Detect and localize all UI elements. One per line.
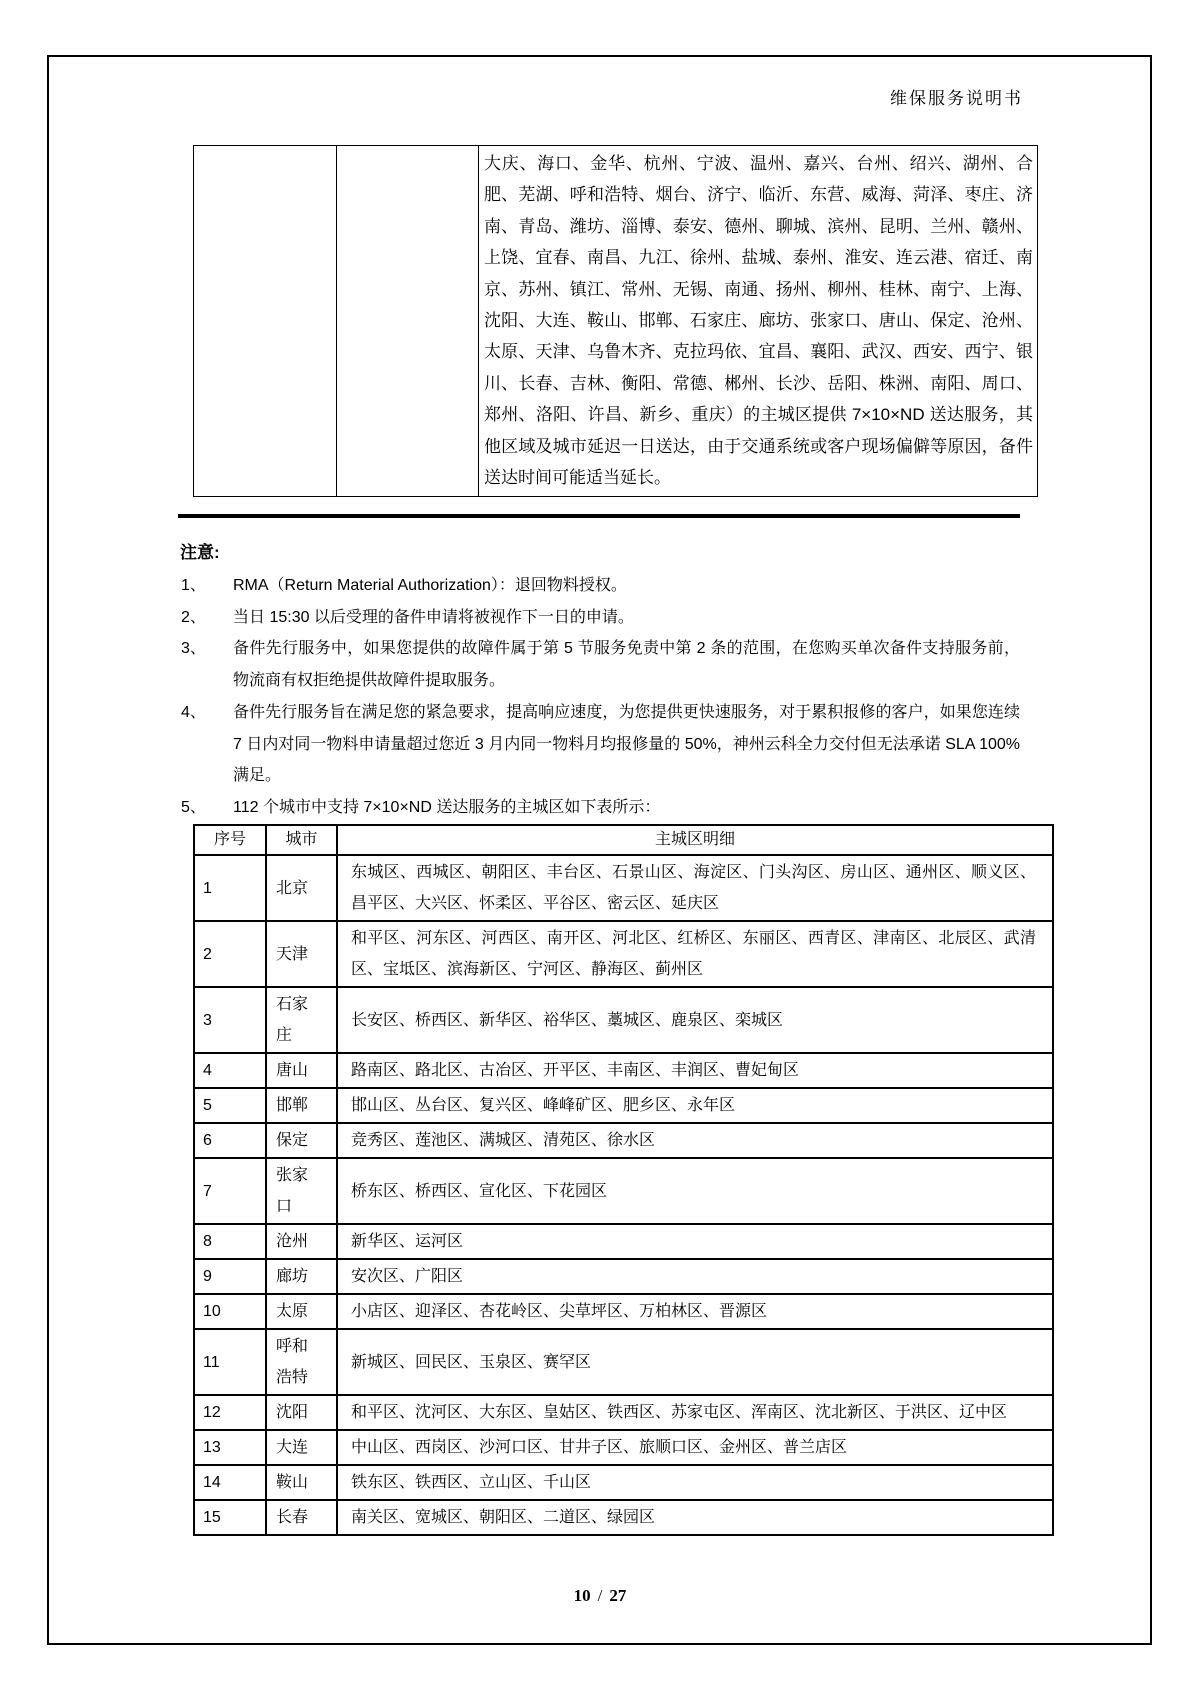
note-item-marker: 3、 [181, 640, 206, 658]
doc-header [890, 84, 1023, 109]
note-item-marker: 1、 [181, 577, 206, 594]
header-cell-city: 城市 [266, 825, 337, 855]
table-row [194, 1259, 1053, 1294]
table-row [194, 1088, 1053, 1123]
header-cell-no: 序号 [194, 825, 266, 855]
row-number-cell: 8 [194, 1224, 266, 1259]
districts-cell: 路南区、路北区、古冶区、开平区、丰南区、丰润区、曹妃甸区 [337, 1053, 1053, 1088]
table-row [194, 1294, 1053, 1329]
table-row [194, 1395, 1053, 1430]
districts-cell: 东城区、西城区、朝阳区、丰台区、石景山区、海淀区、门头沟区、房山区、通州区、顺义区、昌平区、大兴区、怀柔区、平谷区、密云区、延庆区 [337, 855, 1053, 921]
city-name-cell: 沈阳 [266, 1395, 337, 1430]
districts-cell: 长安区、桥西区、新华区、裕华区、藁城区、鹿泉区、栾城区 [337, 987, 1053, 1053]
doc-title: 维保服务说明书 [890, 89, 1023, 108]
row-number-cell: 4 [194, 1053, 266, 1088]
row-number-cell: 2 [194, 921, 266, 987]
city-name-cell: 石家庄 [266, 987, 337, 1053]
note-item [181, 570, 1020, 602]
districts-cell: 邯山区、丛台区、复兴区、峰峰矿区、肥乡区、永年区 [337, 1088, 1053, 1123]
table-row [194, 1224, 1053, 1259]
districts-cell: 小店区、迎泽区、杏花岭区、尖草坪区、万柏林区、晋源区 [337, 1294, 1053, 1329]
notes-list [181, 570, 1020, 824]
note-item-marker: 4、 [181, 703, 206, 721]
city-table-body [194, 825, 1053, 1535]
row-number-cell: 10 [194, 1294, 266, 1329]
districts-cell: 新华区、运河区 [337, 1224, 1053, 1259]
city-name-cell: 邯郸 [266, 1088, 337, 1123]
table-row [194, 1329, 1053, 1395]
table-row [194, 1123, 1053, 1158]
row-number-cell: 14 [194, 1465, 266, 1500]
note-item-text: RMA（Return Material Authorization）：退回物料授权。 [233, 577, 627, 594]
city-name-cell: 保定 [266, 1123, 337, 1158]
city-name-cell: 呼和浩特 [266, 1329, 337, 1395]
page-total: 27 [609, 1586, 627, 1605]
note-item-text: 备件先行服务旨在满足您的紧急要求，提高响应速度，为您提供更快速服务，对于累积报修的客户，如果您连续 7 日内对同一物料申请量超过您近 3 月内同一物料月均报修量的 50%，神州云科全力交付但无法承诺 SLA 100%满足。 [233, 703, 1020, 785]
note-item-text: 备件先行服务中，如果您提供的故障件属于第 5 节服务免责中第 2 条的范围，在您购买单次备件支持服务前，物流商有权拒绝提供故障件提取服务。 [233, 640, 1020, 690]
districts-cell: 和平区、沈河区、大东区、皇姑区、铁西区、苏家屯区、浑南区、沈北新区、于洪区、辽中区 [337, 1395, 1053, 1430]
row-number-cell: 1 [194, 855, 266, 921]
districts-cell: 桥东区、桥西区、宣化区、下花园区 [337, 1158, 1053, 1224]
page-separator: / [597, 1586, 603, 1605]
city-name-cell: 北京 [266, 855, 337, 921]
districts-cell: 新城区、回民区、玉泉区、赛罕区 [337, 1329, 1053, 1395]
note-item [181, 602, 1020, 634]
table-row [194, 1158, 1053, 1224]
districts-cell: 南关区、宽城区、朝阳区、二道区、绿园区 [337, 1500, 1053, 1535]
districts-cell: 和平区、河东区、河西区、南开区、河北区、红桥区、东丽区、西青区、津南区、北辰区、武清区、宝坻区、滨海新区、宁河区、静海区、蓟州区 [337, 921, 1053, 987]
city-name-cell: 大连 [266, 1430, 337, 1465]
city-name-cell: 天津 [266, 921, 337, 987]
city-name-cell: 长春 [266, 1500, 337, 1535]
note-item [181, 633, 1020, 696]
header-cell-districts: 主城区明细 [337, 825, 1053, 855]
districts-cell: 中山区、西岗区、沙河口区、甘井子区、旅顺口区、金州区、普兰店区 [337, 1430, 1053, 1465]
city-name-cell: 太原 [266, 1294, 337, 1329]
table-row [194, 1465, 1053, 1500]
table-row [194, 855, 1053, 921]
empty-cell-middle [337, 146, 479, 497]
row-number-cell: 7 [194, 1158, 266, 1224]
table-row [194, 1430, 1053, 1465]
city-name-cell: 沧州 [266, 1224, 337, 1259]
empty-cell-left [194, 146, 337, 497]
note-item [181, 792, 1020, 824]
row-number-cell: 15 [194, 1500, 266, 1535]
note-item-marker: 2、 [181, 608, 206, 626]
note-item-marker: 5、 [181, 798, 206, 816]
city-name-cell: 鞍山 [266, 1465, 337, 1500]
city-name-cell: 唐山 [266, 1053, 337, 1088]
table-row [194, 1053, 1053, 1088]
notes-heading: 注意: [180, 543, 220, 562]
row-number-cell: 6 [194, 1123, 266, 1158]
table-row [194, 1500, 1053, 1535]
page-number: 10 [573, 1586, 591, 1605]
city-name-cell: 廊坊 [266, 1259, 337, 1294]
note-item [181, 697, 1020, 792]
table-header-row [194, 825, 1053, 855]
districts-cell: 安次区、广阳区 [337, 1259, 1053, 1294]
page-footer [0, 1586, 1200, 1606]
delivery-cities-cell: 大庆、海口、金华、杭州、宁波、温州、嘉兴、台州、绍兴、湖州、合肥、芜湖、呼和浩特、烟台、济宁、临沂、东营、威海、菏泽、枣庄、济南、青岛、潍坊、淄博、泰安、德州、聊城、滨州、昆明、兰州、赣州、上饶、宜春、南昌、九江、徐州、盐城、泰州、淮安、连云港、宿迁、南京、苏州、镇江、常州、无锡、南通、扬州、柳州、桂林、南宁、上海、沈阳、大连、鞍山、邯郸、石家庄、廊坊、张家口、唐山、保定、沧州、太原、天津、乌鲁木齐、克拉玛依、宜昌、襄阳、武汉、西安、西宁、银川、长春、吉林、衡阳、常德、郴州、长沙、岳阳、株洲、南阳、周口、郑州、洛阳、许昌、新乡、重庆）的主城区提供 7×10×ND 送达服务，其他区域及城市延迟一日送达，由于交通系统或客户现场偏僻等原因，备件送达时间可能适当延长。 [479, 146, 1038, 497]
table-row [194, 987, 1053, 1053]
table-row [194, 146, 1038, 497]
note-item-text: 当日 15:30 以后受理的备件申请将被视作下一日的申请。 [233, 608, 634, 626]
row-number-cell: 13 [194, 1430, 266, 1465]
row-number-cell: 12 [194, 1395, 266, 1430]
city-name-cell: 张家口 [266, 1158, 337, 1224]
row-number-cell: 3 [194, 987, 266, 1053]
table-row [194, 921, 1053, 987]
districts-cell: 竞秀区、莲池区、满城区、清苑区、徐水区 [337, 1123, 1053, 1158]
note-item-text: 112 个城市中支持 7×10×ND 送达服务的主城区如下表所示： [233, 798, 661, 816]
districts-cell: 铁东区、铁西区、立山区、千山区 [337, 1465, 1053, 1500]
row-number-cell: 11 [194, 1329, 266, 1395]
row-number-cell: 9 [194, 1259, 266, 1294]
city-districts-table [193, 824, 1054, 1536]
row-number-cell: 5 [194, 1088, 266, 1123]
spare-parts-delivery-table [193, 145, 1038, 497]
section-divider-rule [178, 514, 1020, 518]
